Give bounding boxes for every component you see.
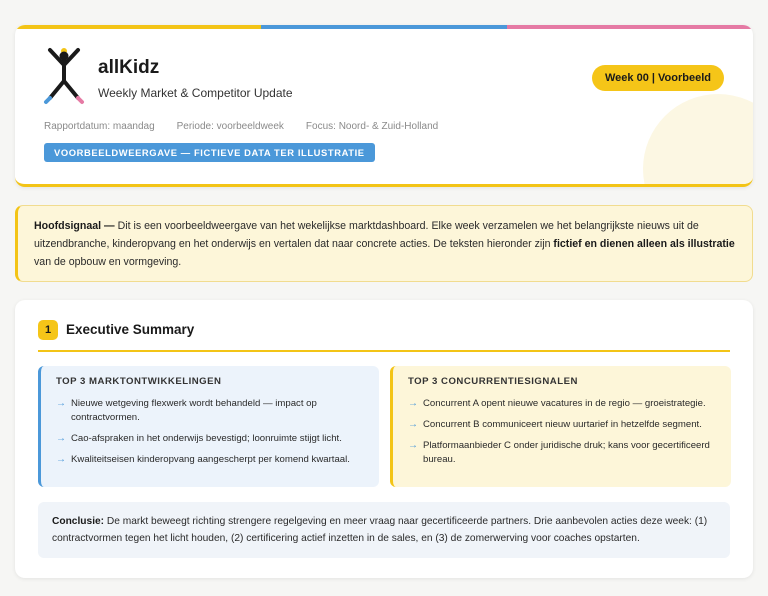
brand-name: allKidz [98, 57, 160, 78]
arrow-right-icon: → [56, 433, 66, 444]
list-item-text: Platformaanbieder C onder juridische druk; kans voor gecertificeerd bureau. [423, 440, 710, 465]
list-item-text: Concurrent B communiceert nieuw uurtarief in hetzelfde segment. [423, 419, 702, 430]
report-date: Rapportdatum: maandag [44, 121, 155, 132]
list-item [56, 397, 364, 425]
competitor-signals-panel [390, 366, 731, 487]
section-number: 1 [38, 320, 58, 340]
list-item [56, 453, 364, 467]
signal-lead: Hoofdsignaal — [34, 220, 115, 232]
conclusion-text: De markt beweegt richting strengere regelgeving en meer vraag naar gecertificeerde partners. Drie aanbevolen acties deze week: (1) contractvormen tegen het licht houden, (2) certificering actief inzetten in de sales, en (3) de zomerwerving voor coaches opstarten. [52, 516, 708, 544]
list-item [408, 439, 716, 467]
arrow-right-icon: → [408, 419, 418, 430]
list-item-text: Kwaliteitseisen kinderopvang aangescherpt per komend kwartaal. [71, 454, 350, 465]
market-developments-panel [38, 366, 379, 487]
list-item-text: Nieuwe wetgeving flexwerk wordt behandeld — impact op contractvormen. [71, 398, 317, 423]
arrow-right-icon: → [56, 454, 66, 465]
signal-text-end: van de opbouw en vormgeving. [34, 256, 182, 268]
section-title: Executive Summary [66, 322, 195, 337]
list-item-text: Cao-afspraken in het onderwijs bevestigd; loonruimte stijgt licht. [71, 433, 342, 444]
competitor-list [408, 397, 716, 467]
demo-data-badge: VOORBEELDWEERGAVE — FICTIEVE DATA TER ILLUSTRATIE [44, 143, 375, 162]
stick-figure-logo-icon [43, 45, 85, 105]
arrow-right-icon: → [56, 398, 66, 409]
executive-summary-card [15, 300, 753, 578]
brand-subtitle: Weekly Market & Competitor Update [98, 86, 293, 100]
signal-emphasis: fictief en dienen alleen als illustratie [553, 238, 735, 250]
main-signal-box [15, 205, 753, 282]
market-panel-title: TOP 3 MARKTONTWIKKELINGEN [56, 376, 222, 387]
signal-text: Dit is een voorbeeldweergave van het wekelijkse marktdashboard. Elke week verzamelen we het belangrijkste nieuws uit de uitzendbranche, kinderopvang en het onderwijs en vertalen dat naar concrete acties. De teksten hieronder zijn [34, 220, 699, 250]
report-period: Periode: voorbeeldweek [176, 121, 284, 132]
report-meta [44, 121, 438, 132]
competitor-panel-title: TOP 3 CONCURRENTIESIGNALEN [408, 376, 578, 387]
list-item [56, 432, 364, 446]
decorative-circle [643, 94, 753, 187]
arrow-right-icon: → [408, 440, 418, 451]
week-badge: Week 00 | Voorbeeld [592, 65, 724, 91]
conclusion-label: Conclusie: [52, 516, 105, 527]
list-item [408, 418, 716, 432]
market-list [56, 397, 364, 467]
conclusion-box [38, 502, 730, 558]
list-item [408, 397, 716, 411]
color-stripe [15, 25, 753, 29]
report-focus: Focus: Noord- & Zuid-Holland [305, 121, 439, 132]
arrow-right-icon: → [408, 398, 418, 409]
section-header [38, 320, 730, 352]
list-item-text: Concurrent A opent nieuwe vacatures in de regio — groeistrategie. [423, 398, 706, 409]
header-card [15, 25, 753, 187]
